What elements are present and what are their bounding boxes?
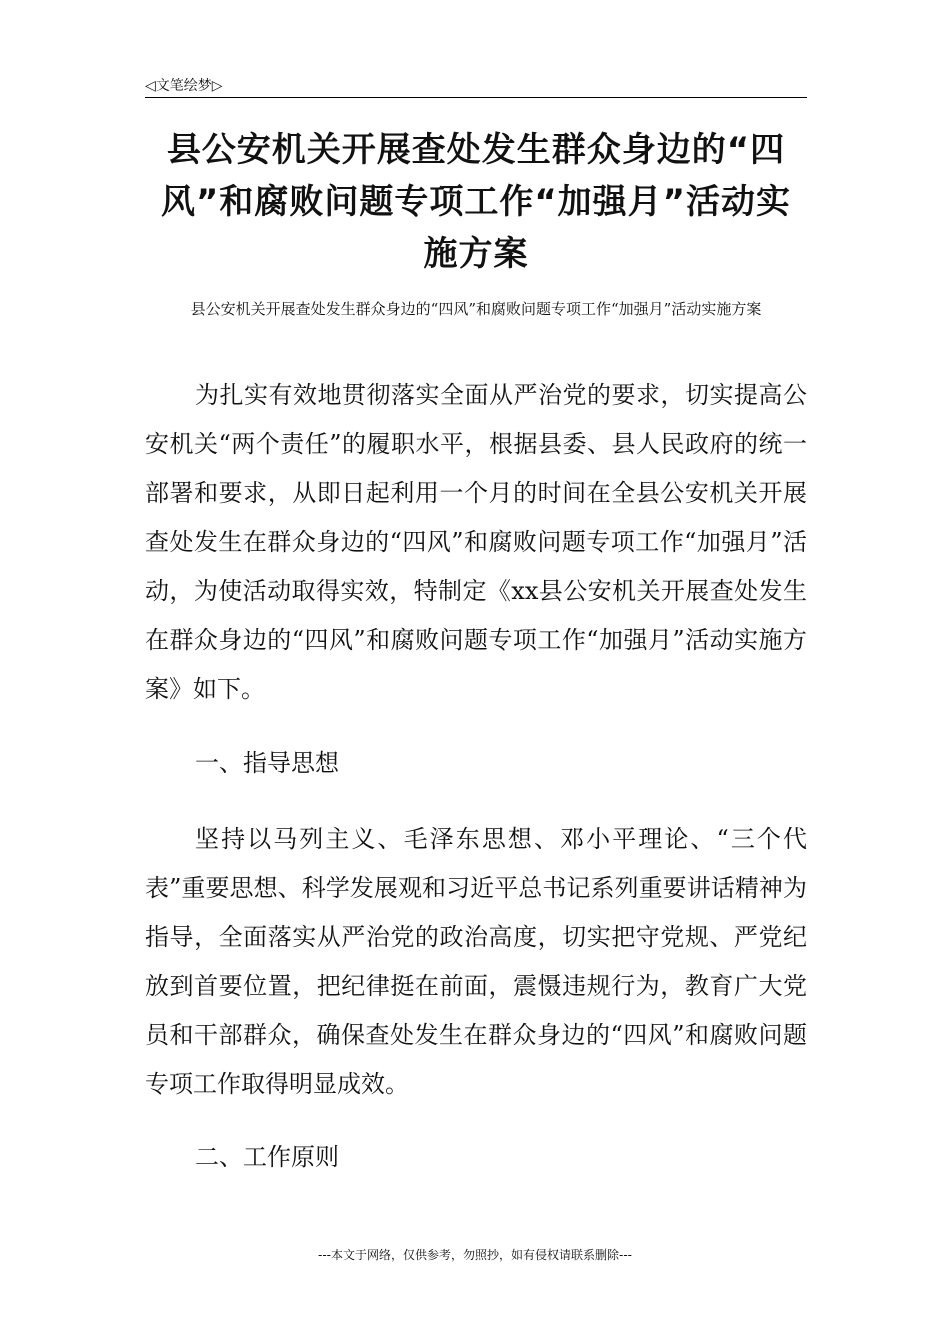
section-heading-guiding-ideology: 一、指导思想 <box>195 749 339 777</box>
section-paragraph-guiding-ideology: 坚持以马列主义、毛泽东思想、邓小平理论、“三个代表”重要思想、科学发展观和习近平总书记系列重要讲话精神为指导，全面落实从严治党的政治高度，切实把守党规、严党纪放到首要位置，把纪律挺在前面，震慑违规行为，教育广大党员和干部群众，确保查处发生在群众身边的“四风”和腐败问题专项工作取得明显成效。 <box>145 825 807 1098</box>
intro-paragraph: 为扎实有效地贯彻落实全面从严治党的要求，切实提高公安机关“两个责任”的履职水平，根据县委、县人民政府的统一部署和要求，从即日起利用一个月的时间在全县公安机关开展查处发生在群众身边的“四风”和腐败问题专项工作“加强月”活动，为使活动取得实效，特制定《xx县公安机关开展查处发生在群众身边的“四风”和腐败问题专项工作“加强月”活动实施方案》如下。 <box>145 381 807 703</box>
header-brand-text: ◁文笔绘梦▷ <box>145 78 223 94</box>
document-subtitle: 县公安机关开展查处发生群众身边的“四风”和腐败问题专项工作“加强月”活动实施方案 <box>190 300 762 318</box>
page-header <box>145 71 807 98</box>
section-heading-work-principles: 二、工作原则 <box>195 1143 339 1171</box>
document-title: 县公安机关开展查处发生群众身边的“四风”和腐败问题专项工作“加强月”活动实施方案 <box>160 130 792 274</box>
page-footer-disclaimer: ---本文于网络，仅供参考，勿照抄，如有侵权请联系删除--- <box>318 1248 632 1262</box>
